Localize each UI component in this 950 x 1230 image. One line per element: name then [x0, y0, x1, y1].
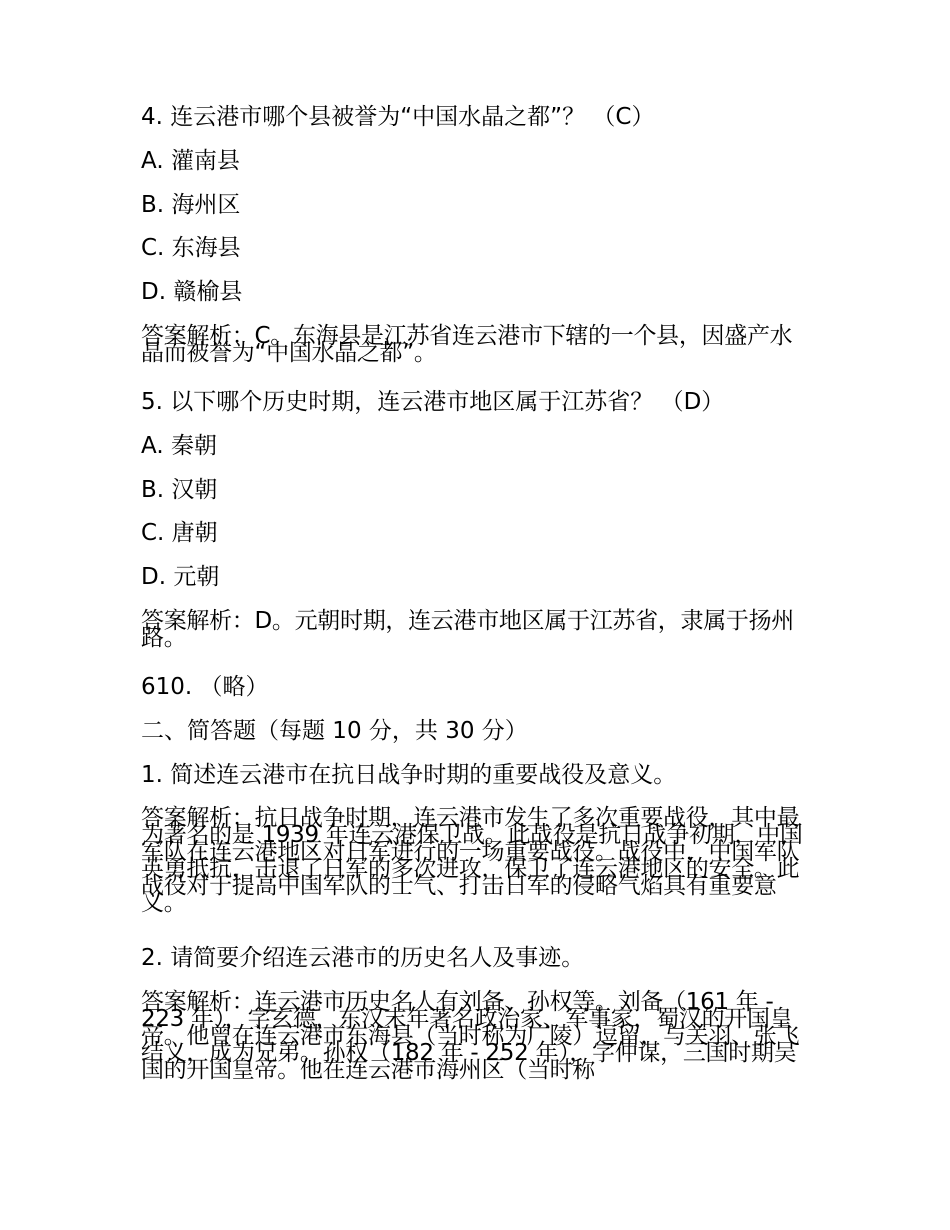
short-answer-2: 2. 请简要介绍连云港市的历史名人及事迹。	[141, 945, 585, 972]
q5-option-c: C. 唐朝	[141, 520, 218, 547]
short-answer-2-analysis: 答案解析：连云港市历史名人有刘备、孙权等。刘备（161 年 - 223 年），字玄德，东汉末年著名政治家、军事家，蜀汉的开国皇帝。他曾在连云港市东海县（当时称为广陵）逗留，与关羽、张飞结义，成为兄弟。孙权（182 年 - 252 年），字仲谋，三国时期吴国的开国皇帝。他在连云港市海州区（当时称	[141, 989, 800, 1084]
section-2-title: 二、简答题（每题 10 分，共 30 分）	[141, 717, 528, 744]
question-5: 5. 以下哪个历史时期，连云港市地区属于江苏省？ （D）	[141, 388, 725, 415]
q4-option-c: C. 东海县	[141, 235, 241, 262]
q5-option-d: D. 元朝	[141, 564, 220, 591]
document-content	[141, 103, 813, 1111]
q5-option-a: A. 秦朝	[141, 432, 217, 459]
q4-option-a: A. 灌南县	[141, 147, 240, 174]
q5-option-b: B. 汉朝	[141, 476, 218, 503]
short-answer-1-analysis: 答案解析：抗日战争时期，连云港市发生了多次重要战役，其中最为著名的是 1939 年连云港保卫战。此战役是抗日战争初期，中国军队在连云港地区对日军进行的一场重要战役。战役中，中国军队英勇抵抗，击退了日军的多次进攻，保卫了连云港地区的安全。此战役对于提高中国军队的士气、打击日军的侵略气焰具有重要意义。	[141, 805, 803, 917]
q5-analysis: 答案解析：D。元朝时期，连云港市地区属于江苏省，隶属于扬州路。	[141, 607, 795, 651]
q4-option-d: D. 赣榆县	[141, 279, 243, 306]
question-4: 4. 连云港市哪个县被誉为“中国水晶之都”？ （C）	[141, 104, 655, 130]
short-answer-1: 1. 简述连云港市在抗日战争时期的重要战役及意义。	[141, 761, 677, 788]
q4-option-b: B. 海州区	[141, 191, 241, 218]
q4-analysis: 答案解析：C。东海县是江苏省连云港市下辖的一个县，因盛产水晶而被誉为“中国水晶之都”。	[141, 322, 793, 366]
omitted-questions: 610. （略）	[141, 673, 269, 700]
